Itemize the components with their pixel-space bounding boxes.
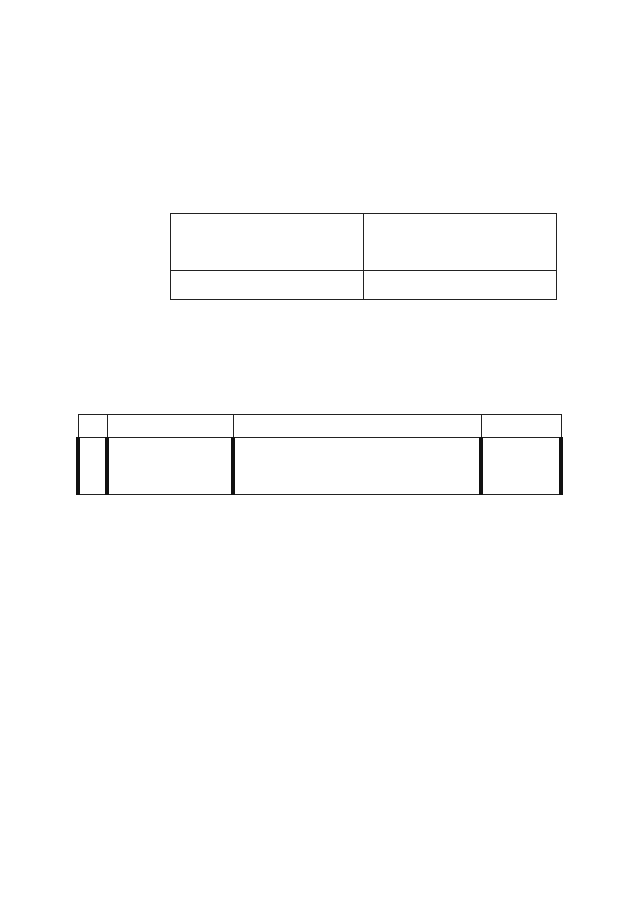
intro-paragraph: [77, 321, 557, 363]
table-row-gap: [78, 438, 561, 495]
gap-cell: [481, 438, 561, 495]
gap-cell: [107, 438, 233, 495]
header-activity-content: [233, 415, 481, 438]
applicant-table: [170, 213, 557, 300]
header-activity-date: [107, 415, 233, 438]
header-round: [78, 415, 107, 438]
address-label: [171, 271, 364, 300]
activity-table: [76, 414, 563, 495]
gap-cell: [78, 438, 107, 495]
address-field: [364, 271, 557, 300]
applicant-name-label: [171, 214, 364, 243]
representative-label: [171, 243, 364, 271]
applicant-name-field: [364, 214, 557, 271]
gap-cell: [233, 438, 481, 495]
header-participants: [481, 415, 561, 438]
